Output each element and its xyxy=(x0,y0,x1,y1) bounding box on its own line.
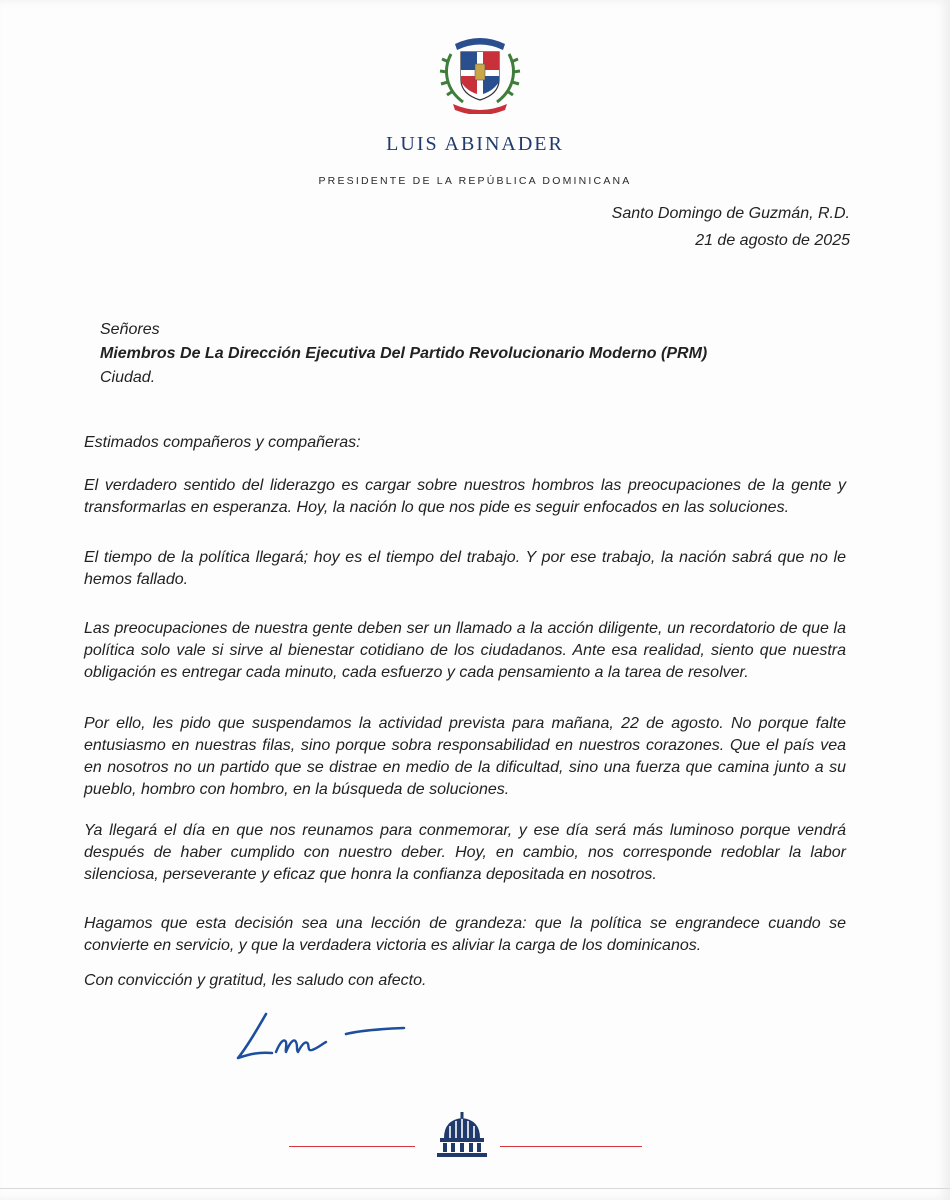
footer-divider-left xyxy=(289,1146,415,1147)
letter-place: Santo Domingo de Guzmán, R.D. xyxy=(611,205,850,222)
page-edge xyxy=(0,1188,950,1189)
body-paragraph: Las preocupaciones de nuestra gente deben ser un llamado a la acción diligente, un recordatorio de que la política solo vale si sirve al bienestar cotidiano de los ciudadanos. Ante esa realidad, siento que nuestra obligación es entregar cada minuto, cada esfuerzo y cada pensamiento a la tarea de resolver. xyxy=(84,620,846,681)
closing-line: Con convicción y gratitud, les saludo con afecto. xyxy=(84,972,427,989)
body-paragraph: Por ello, les pido que suspendamos la actividad prevista para mañana, 22 de agosto. No porque falte entusiasmo en nuestras filas, sino porque sobra responsabilidad en nuestros corazones. Que el país vea en nosotros no un partido que se distrae en medio de la dificultad, sino una fuerza que camina junto a su pueblo, hombro con hombro, en la búsqueda de soluciones. xyxy=(84,715,846,798)
coat-of-arms-icon xyxy=(437,24,523,114)
body-paragraph: El tiempo de la política llegará; hoy es el tiempo del trabajo. Y por ese trabajo, la nación sabrá que no le hemos fallado. xyxy=(84,549,846,588)
sender-title: PRESIDENTE DE LA REPÚBLICA DOMINICANA xyxy=(318,175,632,187)
body-paragraph: El verdadero sentido del liderazgo es cargar sobre nuestros hombros las preocupaciones de la gente y transformarlas en esperanza. Hoy, la nación lo que nos pide es seguir enfocados en las soluciones. xyxy=(84,477,846,516)
greeting: Estimados compañeros y compañeras: xyxy=(84,434,361,451)
body-paragraph: Hagamos que esta decisión sea una lección de grandeza: que la política se engrandece cuando se convierte en servicio, y que la verdadera victoria es aliviar la carga de los dominicanos. xyxy=(84,915,846,954)
sender-name: LUIS ABINADER xyxy=(386,133,564,155)
national-palace-dome-icon xyxy=(434,1112,490,1158)
recipient-city: Ciudad. xyxy=(100,369,156,386)
letter-date: 21 de agosto de 2025 xyxy=(695,232,850,249)
recipient-organization: Miembros De La Dirección Ejecutiva Del Partido Revolucionario Moderno (PRM) xyxy=(100,345,708,362)
recipient-block xyxy=(100,318,707,390)
handwritten-signature xyxy=(228,1008,418,1068)
body-paragraph: Ya llegará el día en que nos reunamos para conmemorar, y ese día será más luminoso porque vendrá después de haber cumplido con nuestro deber. Hoy, en cambio, nos corresponde redoblar la labor silenciosa, perseverante y eficaz que honra la confianza depositada en nosotros. xyxy=(84,822,846,883)
footer-divider-right xyxy=(500,1146,642,1147)
recipient-salutation: Señores xyxy=(100,321,160,338)
